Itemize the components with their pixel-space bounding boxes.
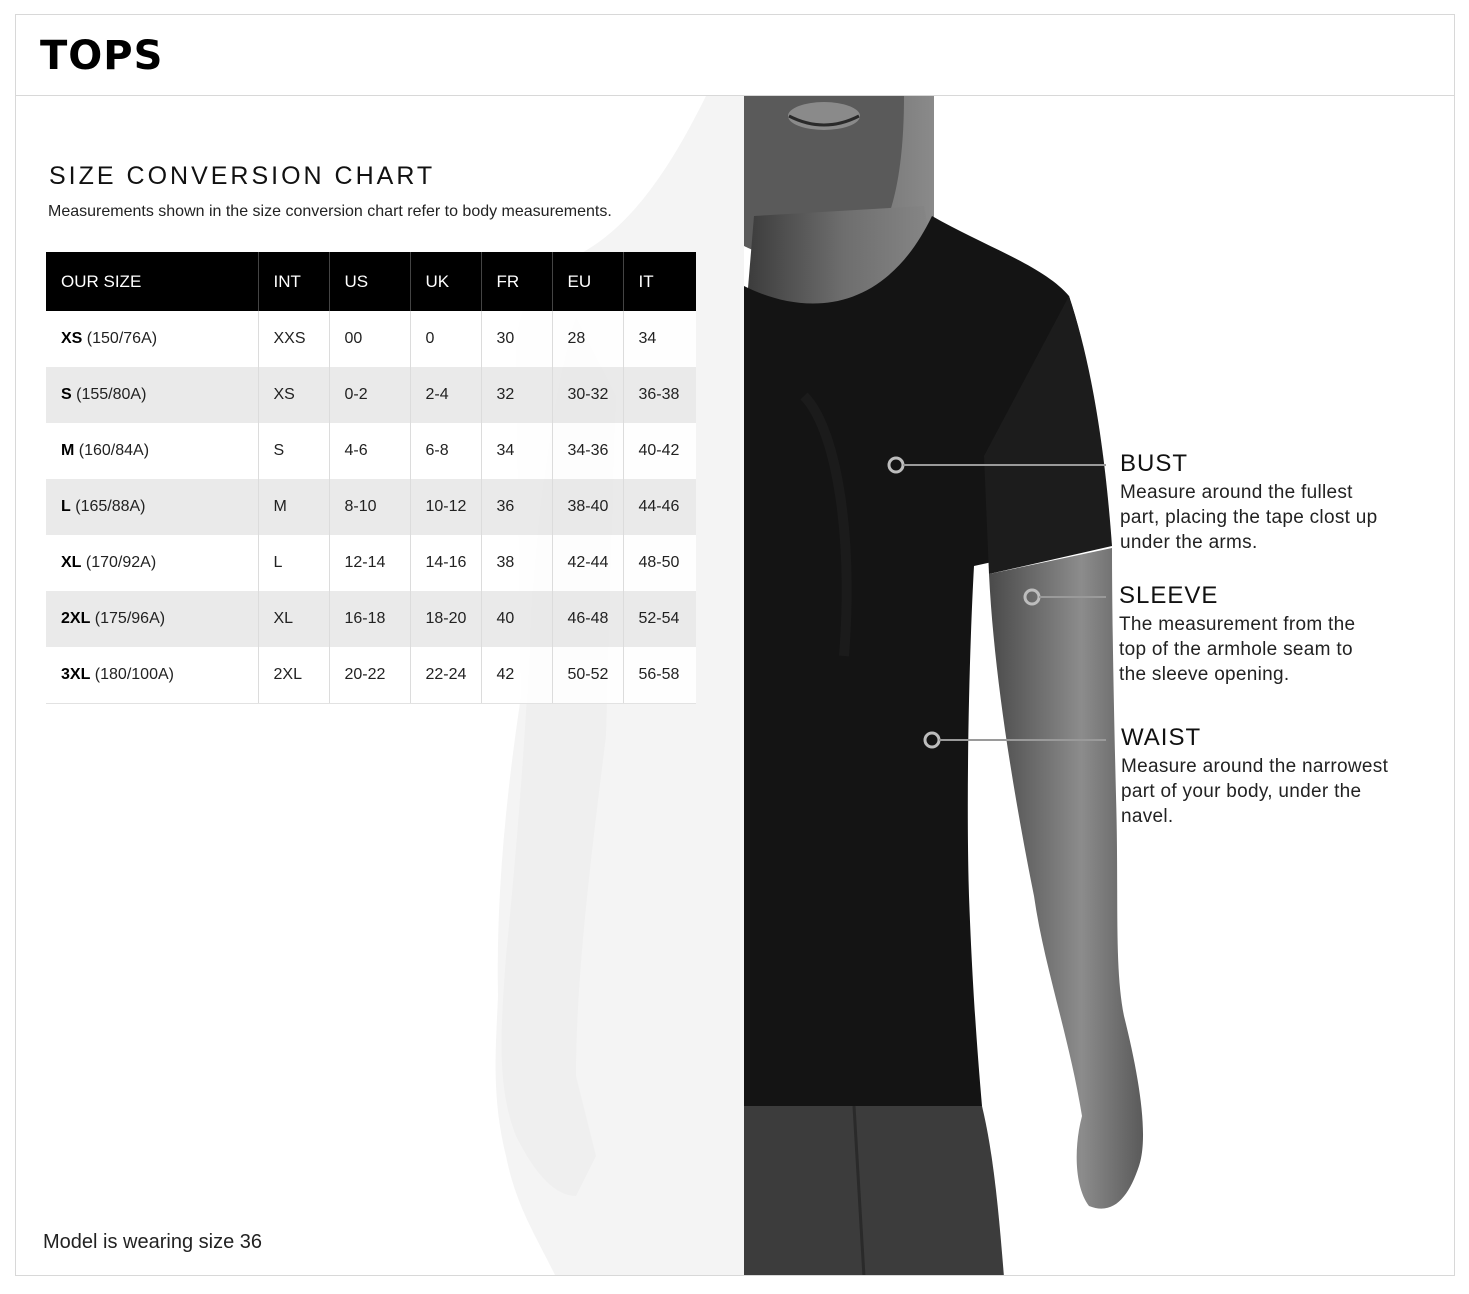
our-size-cell: XL (170/92A) <box>46 535 258 591</box>
bust-description: Measure around the fullest part, placing the tape clost up under the arms. <box>1120 482 1378 553</box>
sleeve-label: SLEEVE <box>1119 582 1219 609</box>
waist-callout <box>1121 724 1388 829</box>
bust-callout <box>1120 450 1378 555</box>
us-cell: 0-2 <box>329 367 410 423</box>
us-cell: 00 <box>329 311 410 367</box>
fr-cell: 38 <box>481 535 552 591</box>
uk-cell: 10-12 <box>410 479 481 535</box>
fr-cell: 32 <box>481 367 552 423</box>
fr-cell: 42 <box>481 647 552 704</box>
int-cell: 2XL <box>258 647 329 704</box>
column-header-fr: FR <box>481 252 552 311</box>
eu-cell: 30-32 <box>552 367 623 423</box>
model-size-note: Model is wearing size 36 <box>43 1231 262 1253</box>
size-guide-frame <box>15 14 1455 1276</box>
page-title: TOPS <box>40 33 164 79</box>
uk-cell: 22-24 <box>410 647 481 704</box>
uk-cell: 14-16 <box>410 535 481 591</box>
column-header-our-size: OUR SIZE <box>46 252 258 311</box>
it-cell: 36-38 <box>623 367 696 423</box>
uk-cell: 0 <box>410 311 481 367</box>
our-size-cell: 2XL (175/96A) <box>46 591 258 647</box>
waist-label: WAIST <box>1121 724 1202 751</box>
column-header-int: INT <box>258 252 329 311</box>
us-cell: 8-10 <box>329 479 410 535</box>
uk-cell: 2-4 <box>410 367 481 423</box>
chart-note: Measurements shown in the size conversion chart refer to body measurements. <box>48 203 612 220</box>
eu-cell: 38-40 <box>552 479 623 535</box>
bust-label: BUST <box>1120 450 1189 477</box>
it-cell: 56-58 <box>623 647 696 704</box>
it-cell: 34 <box>623 311 696 367</box>
our-size-cell: XS (150/76A) <box>46 311 258 367</box>
our-size-cell: S (155/80A) <box>46 367 258 423</box>
it-cell: 44-46 <box>623 479 696 535</box>
int-cell: XL <box>258 591 329 647</box>
column-header-eu: EU <box>552 252 623 311</box>
fr-cell: 40 <box>481 591 552 647</box>
fr-cell: 34 <box>481 423 552 479</box>
us-cell: 12-14 <box>329 535 410 591</box>
eu-cell: 34-36 <box>552 423 623 479</box>
eu-cell: 46-48 <box>552 591 623 647</box>
us-cell: 4-6 <box>329 423 410 479</box>
eu-cell: 42-44 <box>552 535 623 591</box>
our-size-cell: L (165/88A) <box>46 479 258 535</box>
it-cell: 40-42 <box>623 423 696 479</box>
column-header-uk: UK <box>410 252 481 311</box>
int-cell: S <box>258 423 329 479</box>
eu-cell: 50-52 <box>552 647 623 704</box>
uk-cell: 18-20 <box>410 591 481 647</box>
int-cell: L <box>258 535 329 591</box>
int-cell: XS <box>258 367 329 423</box>
sleeve-description: The measurement from the top of the armhole seam to the sleeve opening. <box>1119 614 1356 685</box>
us-cell: 16-18 <box>329 591 410 647</box>
uk-cell: 6-8 <box>410 423 481 479</box>
it-cell: 52-54 <box>623 591 696 647</box>
waist-description: Measure around the narrowest part of your body, under the navel. <box>1121 756 1389 827</box>
sleeve-callout <box>1119 582 1355 687</box>
it-cell: 48-50 <box>623 535 696 591</box>
int-cell: XXS <box>258 311 329 367</box>
column-header-us: US <box>329 252 410 311</box>
our-size-cell: M (160/84A) <box>46 423 258 479</box>
fr-cell: 30 <box>481 311 552 367</box>
our-size-cell: 3XL (180/100A) <box>46 647 258 704</box>
fr-cell: 36 <box>481 479 552 535</box>
column-header-it: IT <box>623 252 696 311</box>
int-cell: M <box>258 479 329 535</box>
chart-title: SIZE CONVERSION CHART <box>49 162 436 190</box>
us-cell: 20-22 <box>329 647 410 704</box>
eu-cell: 28 <box>552 311 623 367</box>
